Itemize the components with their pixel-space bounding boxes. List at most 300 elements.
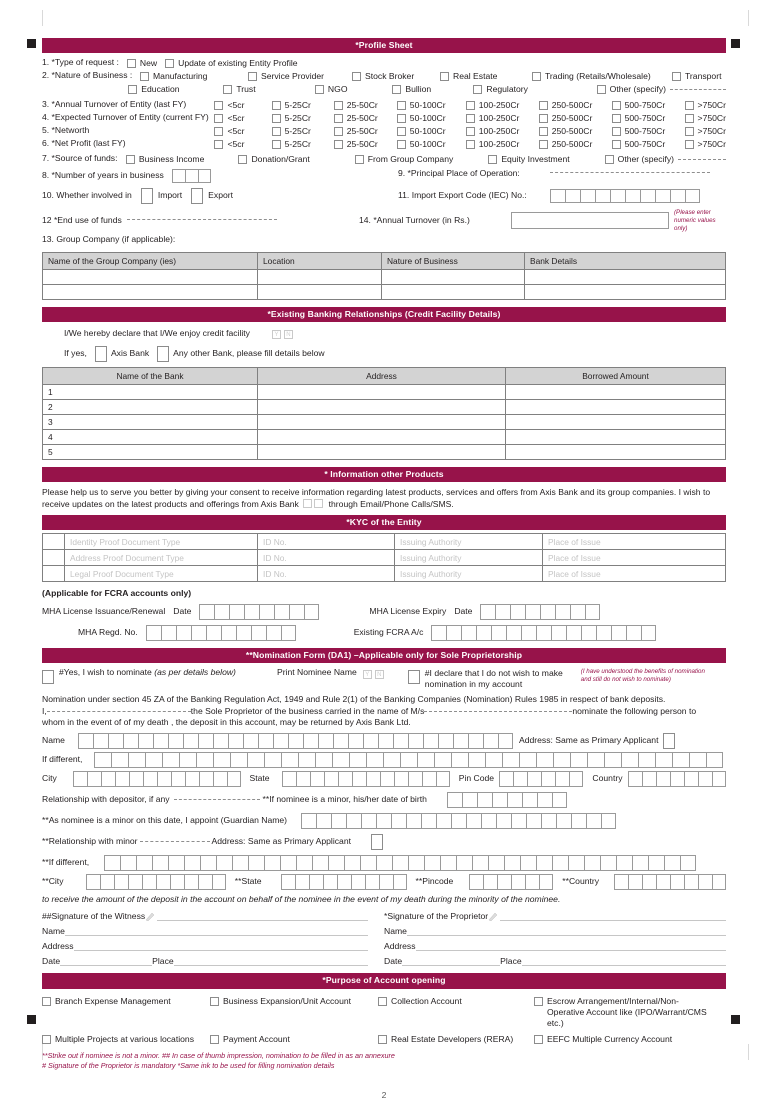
checkbox-box[interactable] — [397, 127, 406, 136]
label-networth: 5. *Networth — [42, 125, 90, 136]
checkbox-business-transport[interactable] — [672, 71, 721, 81]
label-credit-facility: I/We hereby declare that I/We enjoy credit facility — [64, 328, 250, 339]
table-row[interactable] — [43, 400, 726, 415]
checkbox-business-stock-broker[interactable] — [352, 71, 440, 81]
checkbox-turnover-100-250cr[interactable] — [466, 100, 539, 110]
table-row[interactable] — [43, 430, 726, 445]
section-header-other-products: * Information other Products — [42, 467, 726, 482]
checkbox-label: Stock Broker — [365, 71, 415, 82]
checkbox-box[interactable] — [539, 127, 548, 136]
checkbox-turnover-500-750cr[interactable] — [612, 100, 685, 110]
cell-address[interactable] — [258, 445, 506, 460]
label-sole-proprietor-of: the Sole Proprietor of the business carried in the name of M/s — [190, 706, 425, 717]
row-number: 4 — [48, 432, 53, 443]
label-mha-expiry: MHA License Expiry — [369, 606, 447, 617]
checkbox-credit-yes[interactable] — [272, 330, 281, 339]
input-witness-address[interactable] — [74, 942, 368, 951]
checkbox-purpose-branch-expense[interactable] — [42, 996, 210, 1006]
crop-mark-top-right — [731, 39, 740, 48]
checkbox-expected-50-100cr[interactable] — [397, 113, 466, 123]
label-guardian-state: **State — [234, 876, 262, 887]
cell-bank-name[interactable] — [43, 430, 258, 445]
checkbox-business-ngo[interactable] — [315, 84, 392, 94]
table-group-company — [42, 252, 726, 300]
cell-legal-issuing-authority[interactable]: Issuing Authority — [395, 566, 543, 582]
checkbox-box[interactable] — [612, 101, 621, 110]
checkbox-box[interactable] — [392, 85, 401, 94]
input-relationship-depositor[interactable] — [174, 799, 260, 800]
label-expiry-date: Date — [454, 606, 473, 617]
checkbox-purpose-payment-account[interactable] — [210, 1034, 378, 1044]
checkbox-box[interactable] — [672, 72, 681, 81]
checkbox-box[interactable] — [214, 114, 223, 123]
checkbox-business-service-provider[interactable] — [248, 71, 352, 81]
checkbox-box[interactable] — [334, 140, 343, 149]
checkbox-box[interactable] — [140, 72, 149, 81]
checkbox-expected-100-250cr[interactable] — [466, 113, 539, 123]
checkbox-label: 250-500Cr — [551, 126, 593, 137]
checkbox-purpose-rera[interactable] — [378, 1034, 534, 1044]
trim-line — [42, 10, 43, 26]
cell-legal-proof-type[interactable]: Legal Proof Document Type — [65, 566, 258, 582]
checkbox-box[interactable] — [466, 114, 475, 123]
checkbox-label: 50-100Cr — [409, 126, 446, 137]
input-annual-turnover-rs[interactable] — [511, 212, 669, 229]
checkbox-box[interactable] — [612, 114, 621, 123]
input-guardian-name[interactable] — [301, 813, 616, 829]
checkbox-turnover-gt750cr[interactable] — [685, 100, 726, 110]
checkbox-no-mark: N — [377, 672, 382, 679]
checkbox-turnover-25-50cr[interactable] — [334, 100, 397, 110]
checkbox-box[interactable] — [165, 59, 174, 68]
checkbox-turnover-50-100cr[interactable] — [397, 100, 466, 110]
checkbox-purpose-eefc[interactable] — [534, 1034, 672, 1044]
signature-block-witness — [42, 912, 384, 922]
checkbox-box[interactable] — [605, 155, 614, 164]
cell-bank-name[interactable] — [43, 415, 258, 430]
label-export: Export — [208, 190, 234, 201]
checkbox-source-business-income[interactable] — [126, 154, 239, 164]
checkbox-box[interactable] — [223, 85, 232, 94]
checkbox-label: 50-100Cr — [409, 113, 446, 124]
label-mha-issuance: MHA License Issuance/Renewal — [42, 606, 166, 617]
row-number: 5 — [48, 447, 53, 458]
checkbox-box[interactable] — [126, 155, 135, 164]
checkbox-export[interactable] — [191, 188, 203, 204]
checkbox-box[interactable] — [539, 114, 548, 123]
label-witness-date: Date — [42, 955, 61, 966]
cell-location[interactable] — [258, 270, 382, 285]
input-nominee-state[interactable] — [282, 771, 450, 787]
row-purpose-2 — [42, 1034, 726, 1044]
cell-amount[interactable] — [506, 415, 726, 430]
cell-identity-issuing-authority[interactable]: Issuing Authority — [395, 534, 543, 550]
cell-amount[interactable] — [506, 445, 726, 460]
row-nomination-choice — [42, 668, 726, 690]
field-nature-of-business — [42, 71, 726, 81]
checkbox-business-education[interactable] — [128, 84, 223, 94]
checkbox-label: 500-750Cr — [624, 100, 666, 111]
input-witness-name[interactable] — [65, 927, 368, 936]
checkbox-box[interactable] — [539, 140, 548, 149]
checkbox-networth-25-50cr[interactable] — [334, 126, 397, 136]
checkbox-decline-nomination[interactable] — [408, 670, 420, 684]
row-end-use-funds — [42, 209, 726, 232]
input-witness-signature[interactable] — [157, 912, 368, 921]
cell-kyc-marker — [43, 534, 65, 550]
input-principal-place[interactable] — [550, 172, 710, 173]
pen-icon — [145, 912, 155, 921]
input-years-in-business[interactable] — [172, 169, 211, 183]
checkbox-box[interactable] — [42, 997, 51, 1006]
checkbox-consent-yes[interactable] — [303, 499, 312, 508]
checkbox-box[interactable] — [532, 72, 541, 81]
input-existing-fcra-ac[interactable] — [431, 625, 656, 641]
checkbox-request-update[interactable] — [165, 58, 297, 68]
table-row[interactable] — [43, 270, 726, 285]
checkbox-box[interactable] — [272, 140, 281, 149]
field-relationship-with-depositor — [42, 792, 726, 808]
cell-address[interactable] — [258, 430, 506, 445]
input-witness-date[interactable] — [60, 957, 152, 966]
cell-bank-name[interactable] — [43, 400, 258, 415]
input-proprietor-name[interactable] — [47, 711, 191, 712]
input-proprietor-date[interactable] — [402, 957, 500, 966]
checkbox-business-real-estate[interactable] — [440, 71, 532, 81]
crop-mark-top-left — [27, 39, 36, 48]
checkbox-label: 25-50Cr — [346, 139, 378, 150]
field-type-of-request — [42, 58, 726, 68]
checkbox-box[interactable] — [597, 85, 606, 94]
checkbox-networth-50-100cr[interactable] — [397, 126, 466, 136]
input-guardian-country[interactable] — [614, 874, 726, 890]
checkbox-box[interactable] — [466, 140, 475, 149]
section-header-profile-sheet: *Profile Sheet — [42, 38, 726, 53]
checkbox-box[interactable] — [214, 101, 223, 110]
label-relationship-depositor: Relationship with depositor, if any — [42, 794, 170, 805]
cell-company-name[interactable] — [43, 285, 258, 300]
checkbox-networth-250-500cr[interactable] — [539, 126, 612, 136]
input-mha-regd-no[interactable] — [146, 625, 296, 641]
field-guardian-name — [42, 813, 726, 829]
field-networth — [42, 126, 726, 136]
checkbox-guardian-address-same[interactable] — [371, 834, 383, 850]
checkbox-label: Business Income — [138, 154, 205, 165]
checkbox-label: 5-25Cr — [284, 113, 311, 124]
input-proprietor-address[interactable] — [416, 942, 726, 951]
checkbox-box[interactable] — [440, 72, 449, 81]
label-guardian-name: **As nominee is a minor on this date, I appoint (Guardian Name) — [42, 815, 288, 826]
input-guardian-city[interactable] — [86, 874, 226, 890]
checkbox-box[interactable] — [397, 114, 406, 123]
checkbox-expected-5-25cr[interactable] — [272, 113, 334, 123]
cell-kyc-marker — [43, 550, 65, 566]
checkbox-turnover-lt5cr[interactable] — [214, 100, 271, 110]
checkbox-source-group-company[interactable] — [355, 154, 489, 164]
checkbox-credit-no[interactable] — [284, 330, 293, 339]
checkbox-purpose-escrow[interactable] — [534, 996, 707, 1030]
checkbox-networth-5-25cr[interactable] — [272, 126, 334, 136]
cell-bank-name[interactable] — [43, 385, 258, 400]
heading-fcra: (Applicable for FCRA accounts only) — [42, 588, 192, 599]
checkbox-box[interactable] — [612, 127, 621, 136]
checkbox-yes-mark: Y — [365, 672, 370, 679]
table-row[interactable] — [43, 285, 726, 300]
checkbox-networth-gt750cr[interactable] — [685, 126, 726, 136]
cell-address-place-of-issue[interactable]: Place of Issue — [543, 550, 726, 566]
cell-amount[interactable] — [506, 400, 726, 415]
checkbox-profit-50-100cr[interactable] — [397, 139, 466, 149]
row-import-export — [42, 188, 726, 204]
checkbox-box[interactable] — [352, 72, 361, 81]
checkbox-label: Manufacturing — [153, 71, 208, 82]
input-iec-number[interactable] — [550, 189, 700, 203]
cell-legal-id-no[interactable]: ID No. — [258, 566, 395, 582]
consent-paragraph — [42, 487, 726, 510]
cell-bank[interactable] — [525, 270, 726, 285]
input-business-other[interactable] — [670, 89, 726, 90]
checkbox-box[interactable] — [473, 85, 482, 94]
input-mha-expiry-date[interactable] — [480, 604, 600, 620]
checkbox-business-trust[interactable] — [223, 84, 315, 94]
input-nominee-pincode[interactable] — [499, 771, 583, 787]
table-header-row — [43, 368, 726, 385]
checkbox-box[interactable] — [214, 127, 223, 136]
input-relationship-minor[interactable] — [140, 841, 210, 842]
checkbox-purpose-collection-account[interactable] — [378, 996, 534, 1006]
label-years-in-business: 8. *Number of years in business — [42, 170, 164, 181]
input-proprietor-signature[interactable] — [500, 912, 726, 921]
cell-identity-proof-type[interactable]: Identity Proof Document Type — [65, 534, 258, 550]
checkbox-box[interactable] — [238, 155, 247, 164]
signature-block-proprietor — [384, 912, 726, 922]
checkbox-networth-100-250cr[interactable] — [466, 126, 539, 136]
checkbox-profit-500-750cr[interactable] — [612, 139, 685, 149]
input-proprietor-name[interactable] — [407, 927, 726, 936]
cell-identity-id-no[interactable]: ID No. — [258, 534, 395, 550]
checkbox-networth-lt5cr[interactable] — [214, 126, 271, 136]
checkbox-box[interactable] — [685, 101, 694, 110]
checkbox-box[interactable] — [685, 127, 694, 136]
checkbox-source-other[interactable] — [605, 154, 726, 164]
cell-nature[interactable] — [382, 285, 525, 300]
checkbox-box[interactable] — [534, 997, 543, 1006]
checkbox-print-name-no[interactable] — [375, 670, 384, 679]
col-location: Location — [258, 253, 382, 270]
cell-address-issuing-authority[interactable]: Issuing Authority — [395, 550, 543, 566]
input-guardian-pincode[interactable] — [469, 874, 553, 890]
checkbox-label: From Group Company — [367, 154, 454, 165]
consent-text-part1: Please help us to serve you better by giving your consent to receive information regarding latest products, services and offers from Axis Bank and its group companies. I wish to receive updates on the latest products and offerings from Axis Bank — [42, 487, 711, 509]
checkbox-box[interactable] — [466, 127, 475, 136]
checkbox-label: Transport — [685, 71, 722, 82]
label-print-nominee-name: Print Nominee Name — [277, 667, 357, 678]
cell-address-id-no[interactable]: ID No. — [258, 550, 395, 566]
checkbox-expected-250-500cr[interactable] — [539, 113, 612, 123]
label-guardian-country: **Country — [562, 876, 600, 887]
checkbox-source-equity-investment[interactable] — [488, 154, 604, 164]
checkbox-label: Equity Investment — [501, 154, 570, 165]
checkbox-box[interactable] — [685, 140, 694, 149]
checkbox-label: 250-500Cr — [551, 113, 593, 124]
checkbox-label: New — [139, 58, 158, 69]
checkbox-label: 25-50Cr — [346, 126, 378, 137]
checkbox-box[interactable] — [334, 101, 343, 110]
checkbox-profit-lt5cr[interactable] — [214, 139, 271, 149]
checkbox-turnover-5-25cr[interactable] — [272, 100, 334, 110]
input-nominee-country[interactable] — [628, 771, 726, 787]
checkbox-purpose-multiple-projects[interactable] — [42, 1034, 210, 1044]
label-issuance-date: Date — [173, 606, 192, 617]
checkbox-purpose-business-expansion[interactable] — [210, 996, 378, 1006]
checkbox-box[interactable] — [214, 140, 223, 149]
cell-nature[interactable] — [382, 270, 525, 285]
row-purpose-1 — [42, 996, 726, 1030]
cell-bank[interactable] — [525, 285, 726, 300]
cell-company-name[interactable] — [43, 270, 258, 285]
input-source-other[interactable] — [678, 159, 726, 160]
section-header-purpose: *Purpose of Account opening — [42, 973, 726, 988]
row-signatures — [42, 912, 726, 922]
field-nominee-name — [42, 733, 726, 749]
cell-address[interactable] — [258, 415, 506, 430]
checkbox-box[interactable] — [128, 85, 137, 94]
checkbox-box[interactable] — [42, 1035, 51, 1044]
checkbox-box[interactable] — [488, 155, 497, 164]
input-nominee-name[interactable] — [78, 733, 513, 749]
checkbox-other-bank[interactable] — [157, 346, 169, 362]
checkbox-label: 5-25Cr — [284, 139, 311, 150]
checkbox-request-new[interactable] — [127, 58, 157, 68]
checkbox-box[interactable] — [334, 114, 343, 123]
checkbox-business-trading[interactable] — [532, 71, 672, 81]
checkbox-label: Bullion — [405, 84, 432, 95]
label-group-company: 13. Group Company (if applicable): — [42, 234, 176, 245]
checkbox-expected-gt750cr[interactable] — [685, 113, 726, 123]
checkbox-profit-100-250cr[interactable] — [466, 139, 539, 149]
checkbox-box[interactable] — [378, 997, 387, 1006]
field-nature-of-business-row2 — [42, 84, 726, 94]
row-years-and-place — [42, 169, 726, 183]
input-mha-issuance-date[interactable] — [199, 604, 319, 620]
checkbox-box[interactable] — [248, 72, 257, 81]
label-wish-to-nominate — [59, 668, 249, 678]
input-nominee-city[interactable] — [73, 771, 241, 787]
cell-amount[interactable] — [506, 430, 726, 445]
cell-location[interactable] — [258, 285, 382, 300]
table-row[interactable] — [43, 415, 726, 430]
checkbox-box[interactable] — [685, 114, 694, 123]
checkbox-box[interactable] — [315, 85, 324, 94]
checkbox-turnover-250-500cr[interactable] — [539, 100, 612, 110]
checkbox-yes-mark: Y — [274, 331, 279, 338]
cell-amount[interactable] — [506, 385, 726, 400]
checkbox-box[interactable] — [539, 101, 548, 110]
label-type-of-request: 1. *Type of request : — [42, 57, 119, 68]
checkbox-box[interactable] — [534, 1035, 543, 1044]
checkbox-box[interactable] — [378, 1035, 387, 1044]
checkbox-box[interactable] — [334, 127, 343, 136]
checkbox-profit-gt750cr[interactable] — [685, 139, 726, 149]
checkbox-box[interactable] — [397, 101, 406, 110]
checkbox-box[interactable] — [272, 101, 281, 110]
col-group-company-name: Name of the Group Company (ies) — [43, 253, 258, 270]
checkbox-import[interactable] — [141, 188, 153, 204]
field-net-profit-last-fy — [42, 139, 726, 149]
checkbox-profit-5-25cr[interactable] — [272, 139, 334, 149]
checkbox-business-other[interactable] — [597, 84, 726, 94]
field-group-company — [42, 235, 726, 245]
table-row[interactable] — [43, 566, 726, 582]
checkbox-label: 50-100Cr — [409, 139, 446, 150]
cell-address[interactable] — [258, 400, 506, 415]
checkbox-expected-25-50cr[interactable] — [334, 113, 397, 123]
checkbox-business-regulatory[interactable] — [473, 84, 596, 94]
checkbox-box[interactable] — [355, 155, 364, 164]
table-existing-banks — [42, 367, 726, 460]
checkbox-box[interactable] — [466, 101, 475, 110]
checkbox-axis-bank[interactable] — [95, 346, 107, 362]
checkbox-profit-250-500cr[interactable] — [539, 139, 612, 149]
cell-legal-place-of-issue[interactable]: Place of Issue — [543, 566, 726, 582]
input-witness-place[interactable] — [174, 957, 368, 966]
table-kyc — [42, 533, 726, 582]
input-guardian-state[interactable] — [281, 874, 407, 890]
label-expected-turnover: 4. *Expected Turnover of Entity (current FY) — [42, 112, 209, 123]
checkbox-box[interactable] — [612, 140, 621, 149]
line-receive-amount-on-behalf: to receive the amount of the deposit in the account on behalf of the nominee in the event of my death during the minority of the nominee. — [42, 894, 561, 905]
table-row[interactable] — [43, 385, 726, 400]
input-end-use-of-funds[interactable] — [127, 219, 277, 220]
col-bank-details: Bank Details — [525, 253, 726, 270]
checkbox-address-same-as-primary[interactable] — [663, 733, 675, 749]
checkbox-print-name-yes[interactable] — [363, 670, 372, 679]
checkbox-business-manufacturing[interactable] — [140, 71, 248, 81]
checkbox-box[interactable] — [127, 59, 136, 68]
checkbox-expected-500-750cr[interactable] — [612, 113, 685, 123]
checkbox-profit-25-50cr[interactable] — [334, 139, 397, 149]
checkbox-wish-to-nominate[interactable] — [42, 670, 54, 684]
checkbox-label: 5-25Cr — [284, 126, 311, 137]
checkbox-box[interactable] — [397, 140, 406, 149]
legal-reference-line: Nomination under section 45 ZA of the Banking Regulation Act, 1949 and Rule 2(1) of the Banking Companies (Nomination) Rules 1985 in respect of bank deposits. — [42, 694, 666, 705]
table-row[interactable] — [43, 445, 726, 460]
table-row[interactable] — [43, 534, 726, 550]
input-nominee-address[interactable] — [94, 752, 723, 768]
label-annual-turnover-rs: 14. *Annual Turnover (in Rs.) — [359, 214, 470, 225]
field-bank-selection — [64, 346, 726, 362]
input-minor-date-of-birth[interactable] — [447, 792, 567, 808]
checkbox-label: Branch Expense Management — [55, 995, 171, 1006]
input-proprietor-place[interactable] — [522, 957, 726, 966]
checkbox-source-donation-grant[interactable] — [238, 154, 354, 164]
cell-address-proof-type[interactable]: Address Proof Document Type — [65, 550, 258, 566]
checkbox-business-bullion[interactable] — [392, 84, 473, 94]
table-row[interactable] — [43, 550, 726, 566]
checkbox-expected-lt5cr[interactable] — [214, 113, 271, 123]
checkbox-box[interactable] — [210, 997, 219, 1006]
checkbox-box[interactable] — [210, 1035, 219, 1044]
input-guardian-address[interactable] — [104, 855, 696, 871]
cell-address[interactable] — [258, 385, 506, 400]
checkbox-consent-no[interactable] — [314, 499, 323, 508]
cell-bank-name[interactable] — [43, 445, 258, 460]
checkbox-networth-500-750cr[interactable] — [612, 126, 685, 136]
input-business-name[interactable] — [424, 711, 572, 712]
checkbox-box[interactable] — [272, 127, 281, 136]
cell-identity-place-of-issue[interactable]: Place of Issue — [543, 534, 726, 550]
checkbox-box[interactable] — [272, 114, 281, 123]
